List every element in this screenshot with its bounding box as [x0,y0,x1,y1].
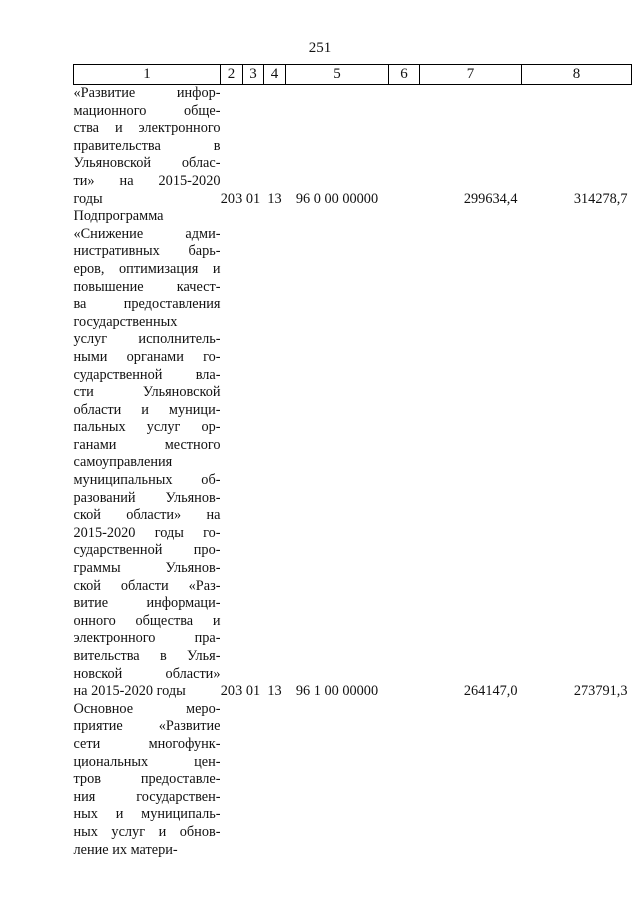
row-amount-col8 [522,701,632,859]
row-name-line: сударственной вла- [73,366,221,383]
row-name-line: тров предоставле- [73,771,221,788]
row-name-line: самоуправления [73,454,173,471]
column-header-5: 5 [286,65,389,85]
row-expense-type [389,85,420,209]
row-target-article: 96 0 00 00000 [295,190,379,207]
row-name-line: услуг исполнитель- [73,331,221,348]
row-section-code [243,701,264,859]
table-header-row [74,65,632,85]
table-row [74,701,632,859]
row-name-line: повышение качест- [73,278,221,295]
row-name-line: ление их матери- [73,841,178,858]
row-name-line: нистративных барь- [73,243,221,260]
row-name-line: сети многофунк- [73,735,221,752]
row-expense-type [389,701,420,859]
row-name-line: области и муници- [73,401,221,418]
row-name-line: сти Ульяновской [73,384,221,401]
row-name-line: ства и электронного [73,120,221,137]
row-name-cell [74,208,221,701]
column-header-4: 4 [264,65,286,85]
row-amount-col7: 299634,4 [463,190,518,207]
row-name-line: «Развитие инфор- [73,85,221,101]
row-name-line: «Снижение адми- [73,225,221,242]
column-header-2: 2 [221,65,243,85]
row-name-line: циональных цен- [73,753,221,770]
row-subsection-code [264,701,286,859]
row-amount-col8: 273791,3 [573,683,628,700]
row-name-line: вительства в Улья- [73,648,221,664]
row-name-line: на 2015-2020 годы [73,683,186,700]
row-target-article: 96 1 00 00000 [295,683,379,700]
row-name-line: ти» на 2015-2020 [73,172,221,189]
row-name-line: Подпрограмма [73,208,164,225]
row-ministry-code [221,701,243,859]
row-name-line: ных и муниципаль- [73,806,221,823]
row-name-line: ния государствен- [73,788,221,805]
column-header-6: 6 [389,65,420,85]
row-name-cell [74,85,221,209]
page-number: 251 [308,40,332,56]
row-name-line: новской области» [73,665,221,682]
row-name-line: правительства в [73,137,221,154]
column-header-1: 1 [74,65,221,85]
table-row [74,85,632,209]
table-row [74,208,632,701]
row-ministry-code: 203 [220,683,243,700]
row-name-line: годы [73,190,103,207]
row-name-line: разований Ульянов- [73,489,221,506]
row-name-line: 2015-2020 годы го- [73,524,221,541]
row-name-line: ской области «Раз- [73,577,221,594]
row-subsection-code: 13 [267,683,282,700]
row-target-article [286,701,389,859]
row-name-line: витие информаци- [73,595,221,612]
row-name-line: ганами местного [73,436,221,453]
row-amount-col8: 314278,7 [573,190,628,207]
row-name-line: Основное меро- [73,700,221,717]
row-name-line: сударственной про- [73,542,221,559]
row-name-line: ской области» на [73,507,221,524]
row-name-line: приятие «Развитие [73,718,221,735]
row-name-line: граммы Ульянов- [73,560,221,577]
row-name-line: государственных [73,313,178,330]
row-name-line: ных услуг и обнов- [73,823,221,840]
row-ministry-code: 203 [220,190,243,207]
row-amount-col7: 264147,0 [463,683,518,700]
row-name-line: ва предоставления [73,296,221,313]
row-section-code: 01 [245,683,261,700]
row-name-line: муниципальных об- [73,472,221,489]
row-name-line: пальных услуг ор- [73,419,221,436]
row-name-line: еров, оптимизация и [73,260,221,277]
row-amount-col7 [420,701,522,859]
column-header-3: 3 [243,65,264,85]
row-expense-type [389,208,420,701]
column-header-7: 7 [420,65,522,85]
row-name-line: мационного обще- [73,102,221,119]
budget-table [73,64,632,859]
row-name-line: ными органами го- [73,348,221,365]
column-header-8: 8 [522,65,632,85]
row-name-line: Ульяновской облас- [73,155,221,172]
row-section-code: 01 [245,190,261,207]
row-name-cell [74,701,221,859]
row-subsection-code: 13 [267,190,282,207]
row-name-line: электронного пра- [73,630,221,647]
row-name-line: онного общества и [73,612,221,629]
